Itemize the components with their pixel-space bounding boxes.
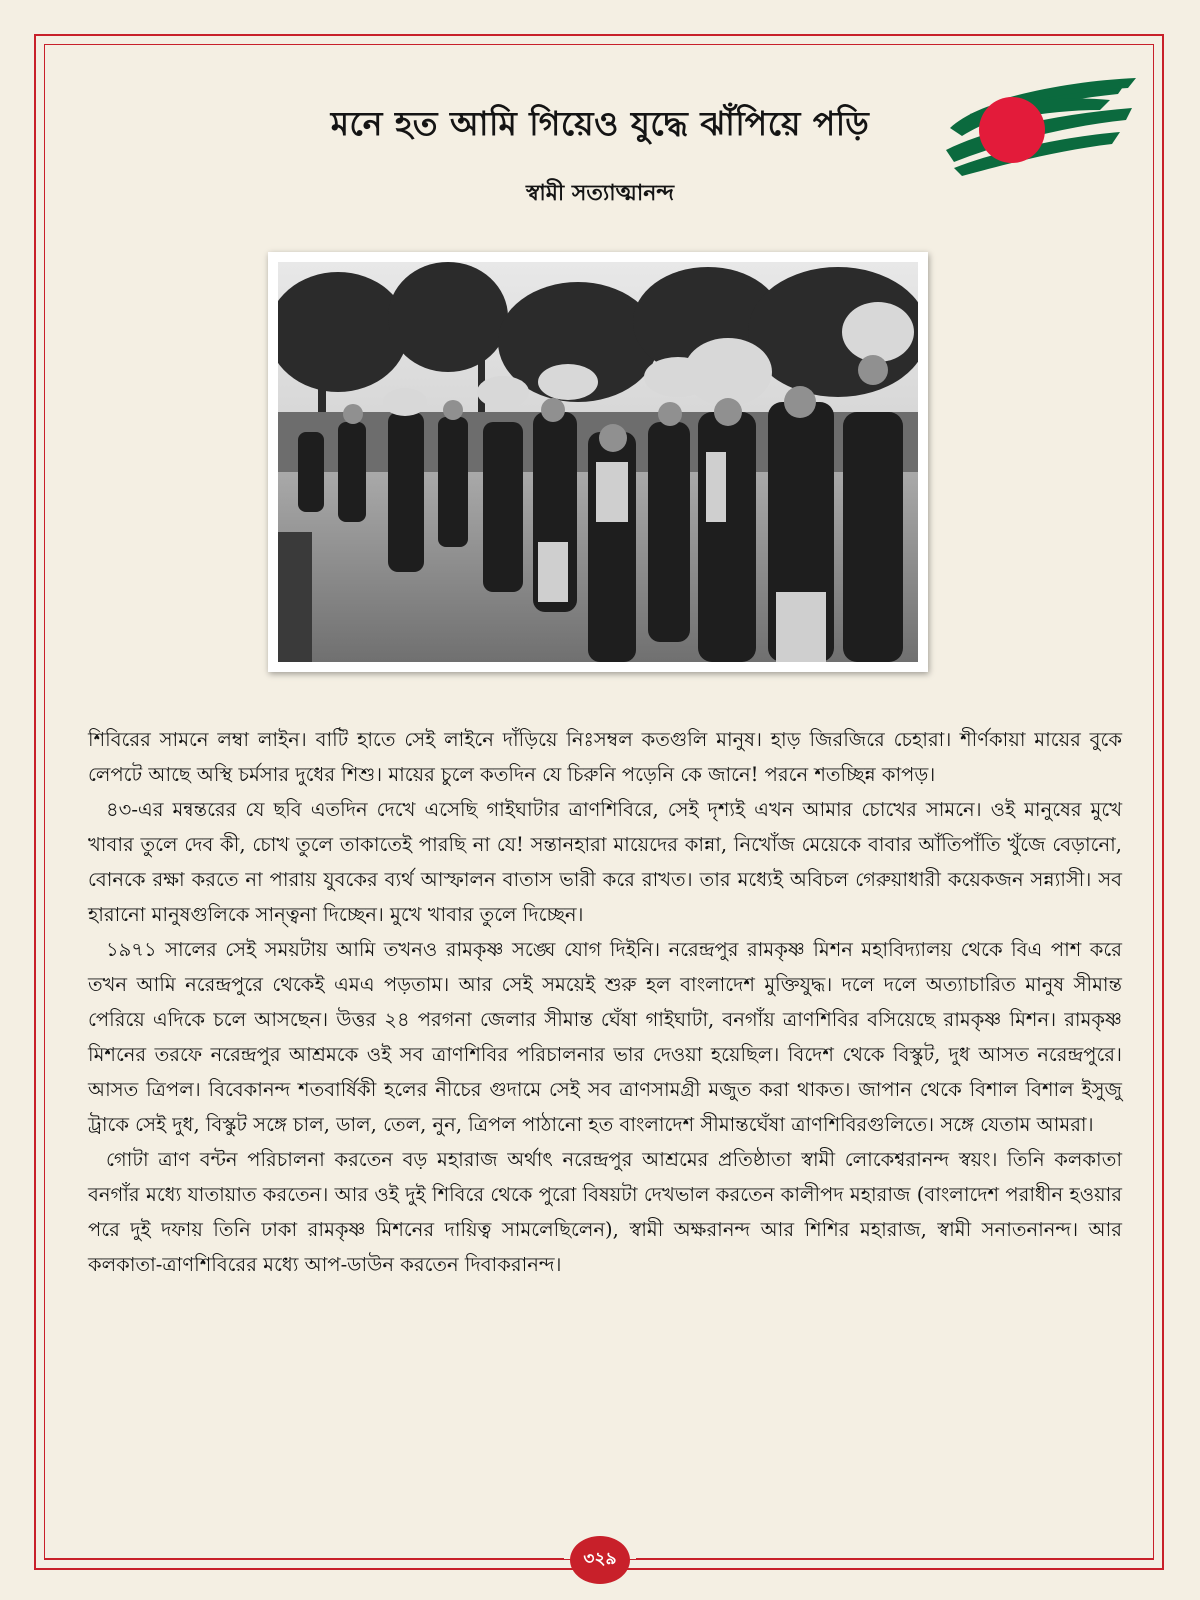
article-body <box>88 722 1122 1282</box>
footer-rule-right <box>636 1558 1154 1560</box>
refugee-photo <box>278 262 918 662</box>
footer-rule-left <box>44 1558 564 1560</box>
page-number: ৩২৯ <box>570 1536 630 1584</box>
paragraph: গোটা ত্রাণ বন্টন পরিচালনা করতেন বড় মহারাজ অর্থাৎ নরেন্দ্রপুর আশ্রমের প্রতিষ্ঠাতা স্বামী লোকেশ্বরানন্দ স্বয়ং। তিনি কলকাতা বনগাঁর মধ্যে যাতায়াত করতেন। আর ওই দুই শিবিরে থেকে পুরো বিষয়টা দেখভাল করতেন কালীপদ মহারাজ (বাংলাদেশ পরাধীন হওয়ার পরে দুই দফায় তিনি ঢাকা রামকৃষ্ণ মিশনের দায়িত্ব সামলেছিলেন), স্বামী অক্ষরানন্দ আর শিশির মহারাজ, স্বামী সনাতনানন্দ। আর কলকাতা-ত্রাণশিবিরের মধ্যে আপ-ডাউন করতেন দিবাকরানন্দ। <box>88 1148 1122 1276</box>
paragraph: শিবিরের সামনে লম্বা লাইন। বাটি হাতে সেই লাইনে দাঁড়িয়ে নিঃসম্বল কতগুলি মানুষ। হাড় জিরজিরে চেহারা। শীর্ণকায়া মায়ের বুকে লেপটে আছে অস্থি চর্মসার দুধের শিশু। মায়ের চুলে কতদিন যে চিরুনি পড়েনি কে জানে! পরনে শতচ্ছিন্ন কাপড়। <box>88 728 1122 786</box>
article-title: মনে হত আমি গিয়েও যুদ্ধে ঝাঁপিয়ে পড়ি <box>330 104 870 143</box>
article-author: স্বামী সত্যাত্মানন্দ <box>525 180 675 206</box>
paragraph: ৪৩-এর মন্বন্তরের যে ছবি এতদিন দেখে এসেছি গাইঘাটার ত্রাণশিবিরে, সেই দৃশ্যই এখন আমার চোখের সামনে। ওই মানুষের মুখে খাবার তুলে দেব কী, চোখ তুলে তাকাতেই পারছি না যে! সন্তানহারা মায়েদের কান্না, নিখোঁজ মেয়েকে বাবার আঁতিপাঁতি খুঁজে বেড়ানো, বোনকে রক্ষা করতে না পারায় যুবকের ব্যর্থ আস্ফালন বাতাস ভারী করে রাখত। তার মধ্যেই অবিচল গেরুয়াধারী কয়েকজন সন্ন্যাসী। সব হারানো মানুষগুলিকে সান্ত্বনা দিচ্ছেন। মুখে খাবার তুলে দিচ্ছেন। <box>88 798 1122 926</box>
photo-frame <box>268 252 928 672</box>
paragraph: ১৯৭১ সালের সেই সময়টায় আমি তখনও রামকৃষ্ণ সঙ্ঘে যোগ দিইনি। নরেন্দ্রপুর রামকৃষ্ণ মিশন মহাবিদ্যালয় থেকে বিএ পাশ করে তখন আমি নরেন্দ্রপুরে থেকেই এমএ পড়তাম। আর সেই সময়েই শুরু হল বাংলাদেশ মুক্তিযুদ্ধ। দলে দলে অত্যাচারিত মানুষ সীমান্ত পেরিয়ে এদিকে চলে আসছেন। উত্তর ২৪ পরগনা জেলার সীমান্ত ঘেঁষা গাইঘাটা, বনগাঁয় ত্রাণশিবির বসিয়েছে রামকৃষ্ণ মিশন। রামকৃষ্ণ মিশনের তরফে নরেন্দ্রপুর আশ্রমকে ওই সব ত্রাণশিবির পরিচালনার ভার দেওয়া হয়েছিল। বিদেশ থেকে বিস্কুট, দুধ আসত নরেন্দ্রপুরে। আসত ত্রিপল। বিবেকানন্দ শতবার্ষিকী হলের নীচের গুদামে সেই সব ত্রাণসামগ্রী মজুত করা থাকত। জাপান থেকে বিশাল বিশাল ইসুজু ট্রাকে সেই দুধ, বিস্কুট সঙ্গে চাল, ডাল, তেল, নুন, ত্রিপল পাঠানো হত বাংলাদেশ সীমান্তঘেঁষা ত্রাণশিবিরগুলিতে। সঙ্গে যেতাম আমরা। <box>88 938 1122 1136</box>
